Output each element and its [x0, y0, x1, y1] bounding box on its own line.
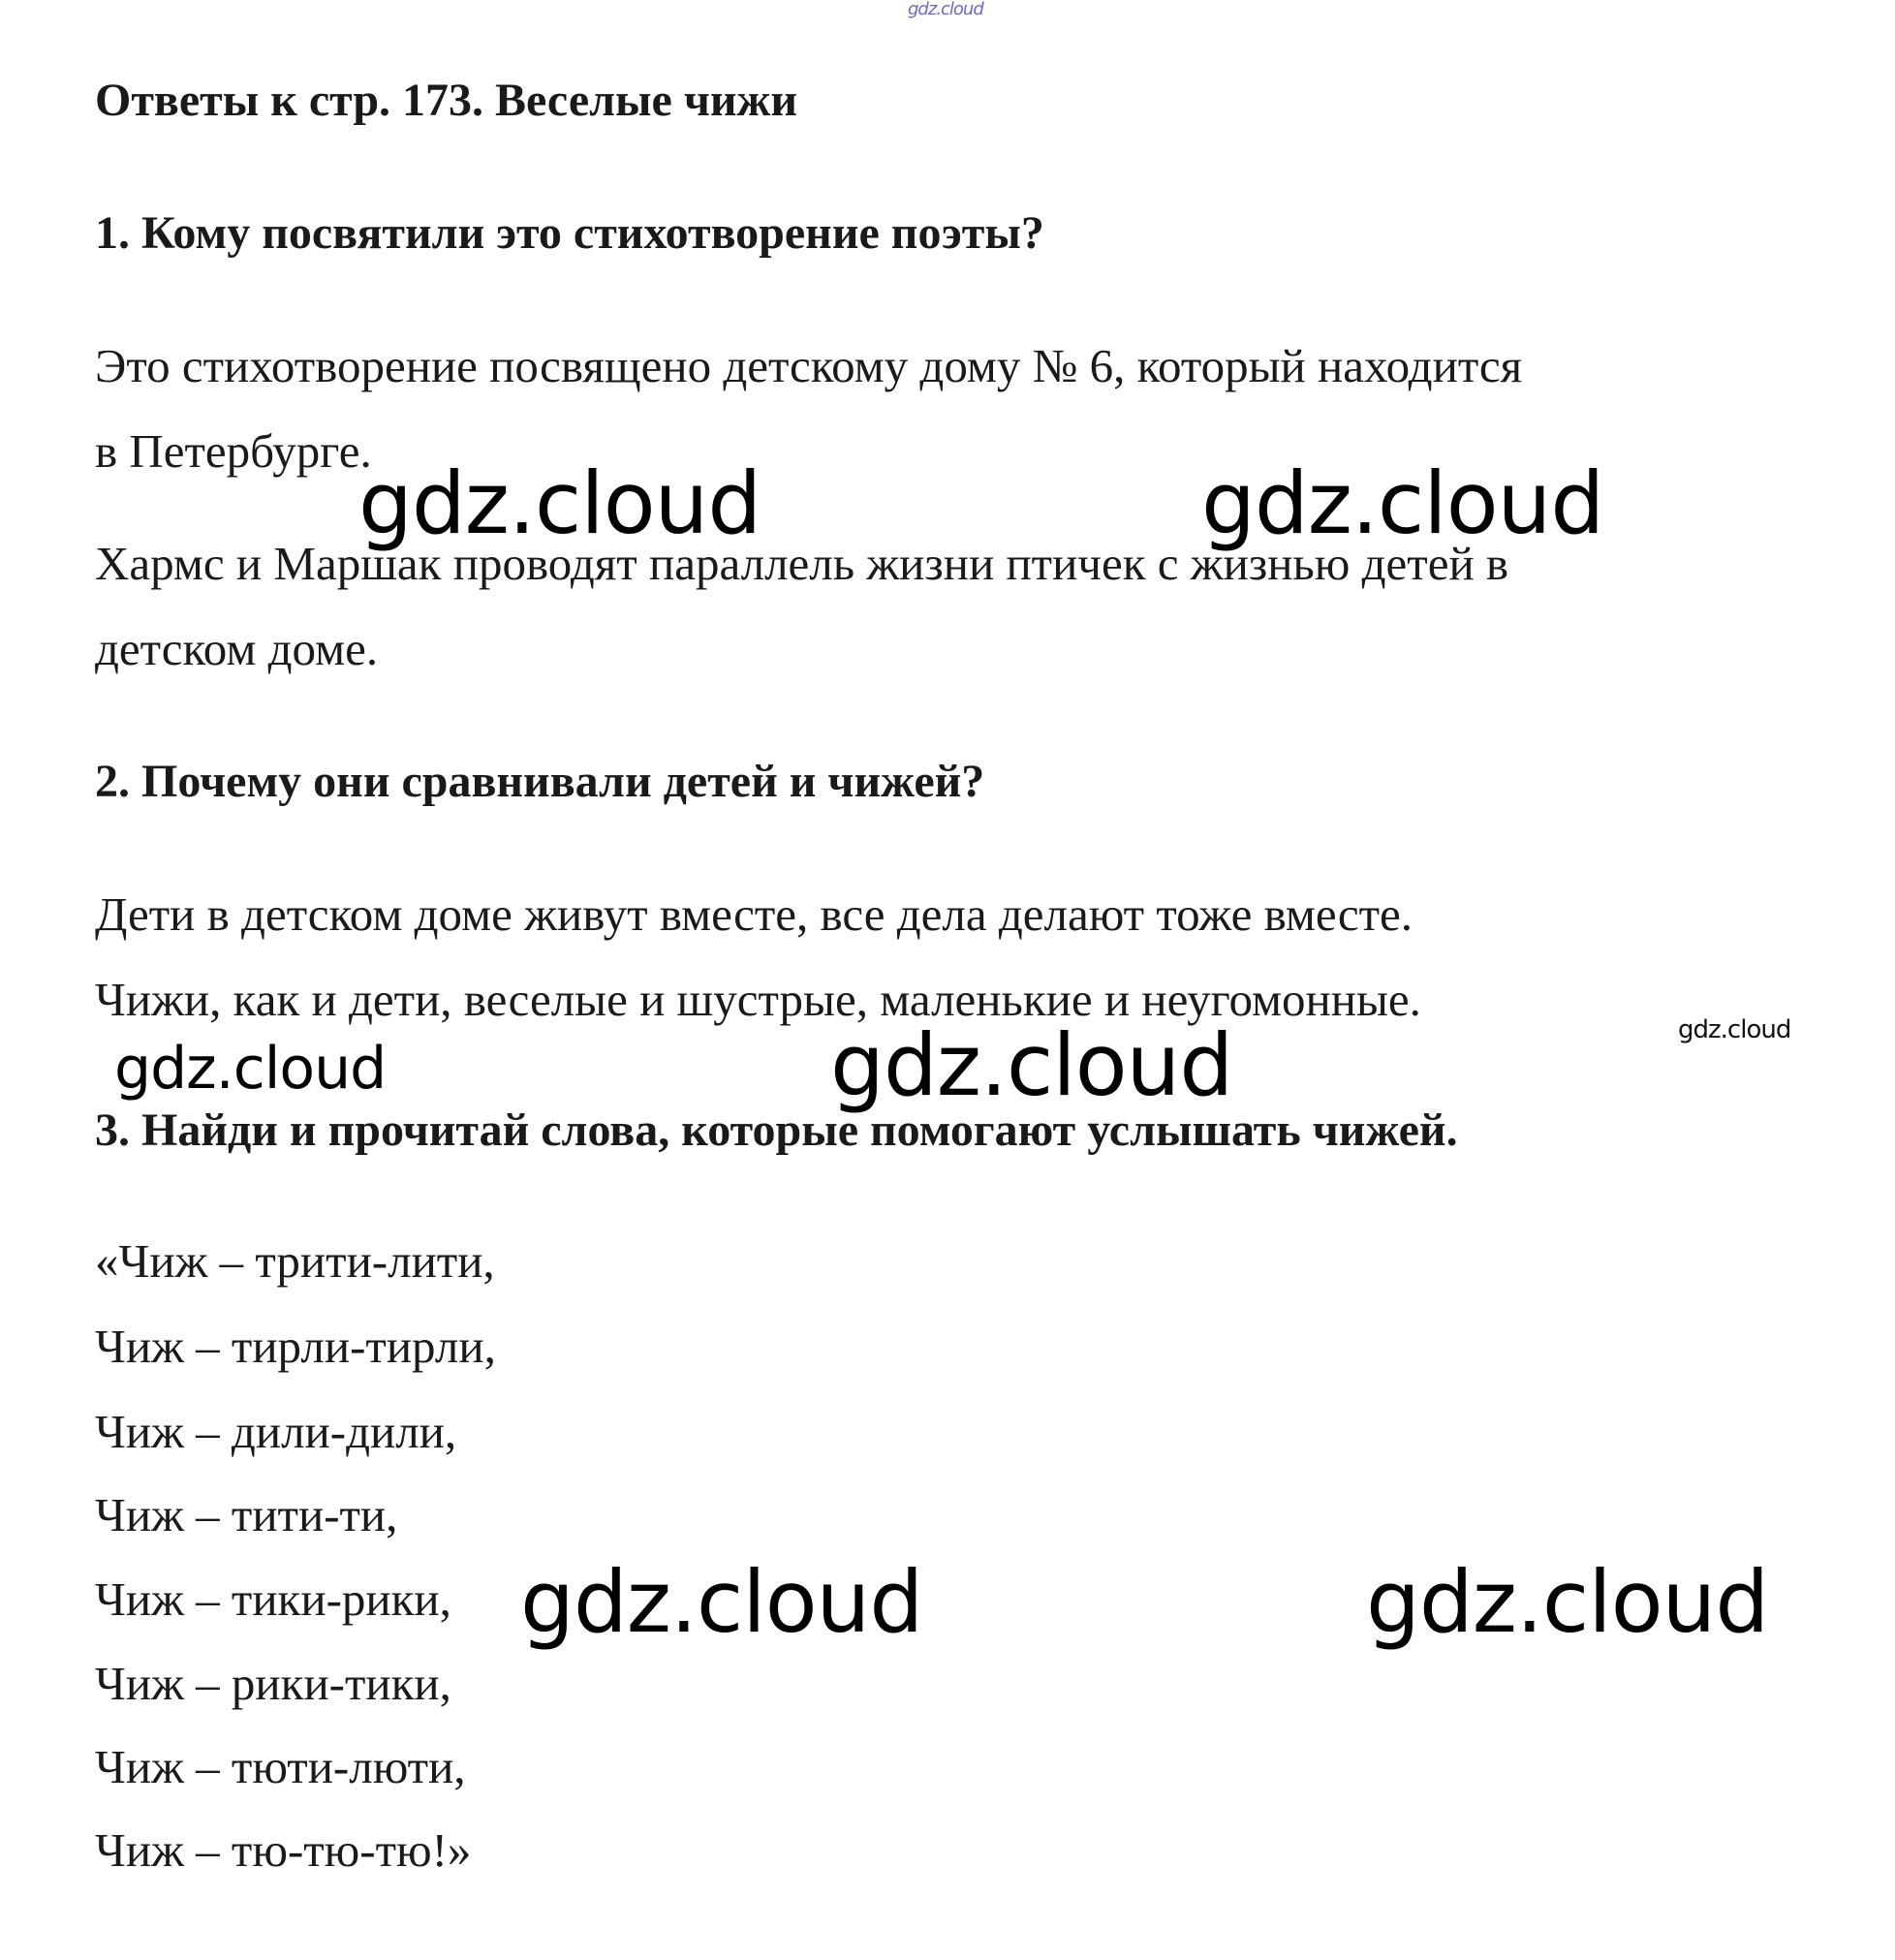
poem-line: Чиж – тюти-люти, — [95, 1740, 466, 1793]
watermark-6: gdz.cloud — [520, 1552, 923, 1652]
answer-2-line-2: Чижи, как и дети, веселые и шустрые, маленькие и неугомонные. — [95, 973, 1421, 1026]
question-3: 3. Найди и прочитай слова, которые помогают услышать чижей. — [95, 1104, 1458, 1156]
answer-1-line-3: Хармс и Маршак проводят параллель жизни птичек с жизнью детей в — [95, 537, 1509, 590]
question-1: 1. Кому посвятили это стихотворение поэты? — [95, 207, 1044, 259]
question-2: 2. Почему они сравнивали детей и чижей? — [95, 756, 985, 807]
watermark-top: gdz.cloud — [908, 0, 983, 19]
watermark-1: gdz.cloud — [358, 453, 761, 553]
poem-line: Чиж – дили-дили, — [95, 1405, 457, 1458]
answer-1-line-2: в Петербурге. — [95, 424, 372, 478]
watermark-4: gdz.cloud — [830, 1015, 1233, 1115]
page-title: Ответы к стр. 173. Веселые чижи — [95, 75, 798, 126]
poem-line: Чиж – тю-тю-тю!» — [95, 1823, 472, 1877]
watermark-2: gdz.cloud — [1201, 453, 1604, 553]
answer-2-line-1: Дети в детском доме живут вместе, все дела делают тоже вместе. — [95, 887, 1413, 941]
answer-1-line-4: детском доме. — [95, 622, 379, 675]
poem-line: Чиж – рики-тики, — [95, 1657, 451, 1710]
poem-line: Чиж – тики-рики, — [95, 1572, 451, 1626]
watermark-7: gdz.cloud — [1366, 1552, 1769, 1652]
poem-line: Чиж – тити-ти, — [95, 1488, 398, 1541]
watermark-3: gdz.cloud — [114, 1035, 387, 1103]
answer-1-line-1: Это стихотворение посвящено детскому дому № 6, который находится — [95, 339, 1523, 392]
poem-line: Чиж – тирли-тирли, — [95, 1320, 496, 1373]
poem-line: «Чиж – трити-лити, — [95, 1234, 495, 1288]
watermark-5: gdz.cloud — [1678, 1015, 1791, 1044]
